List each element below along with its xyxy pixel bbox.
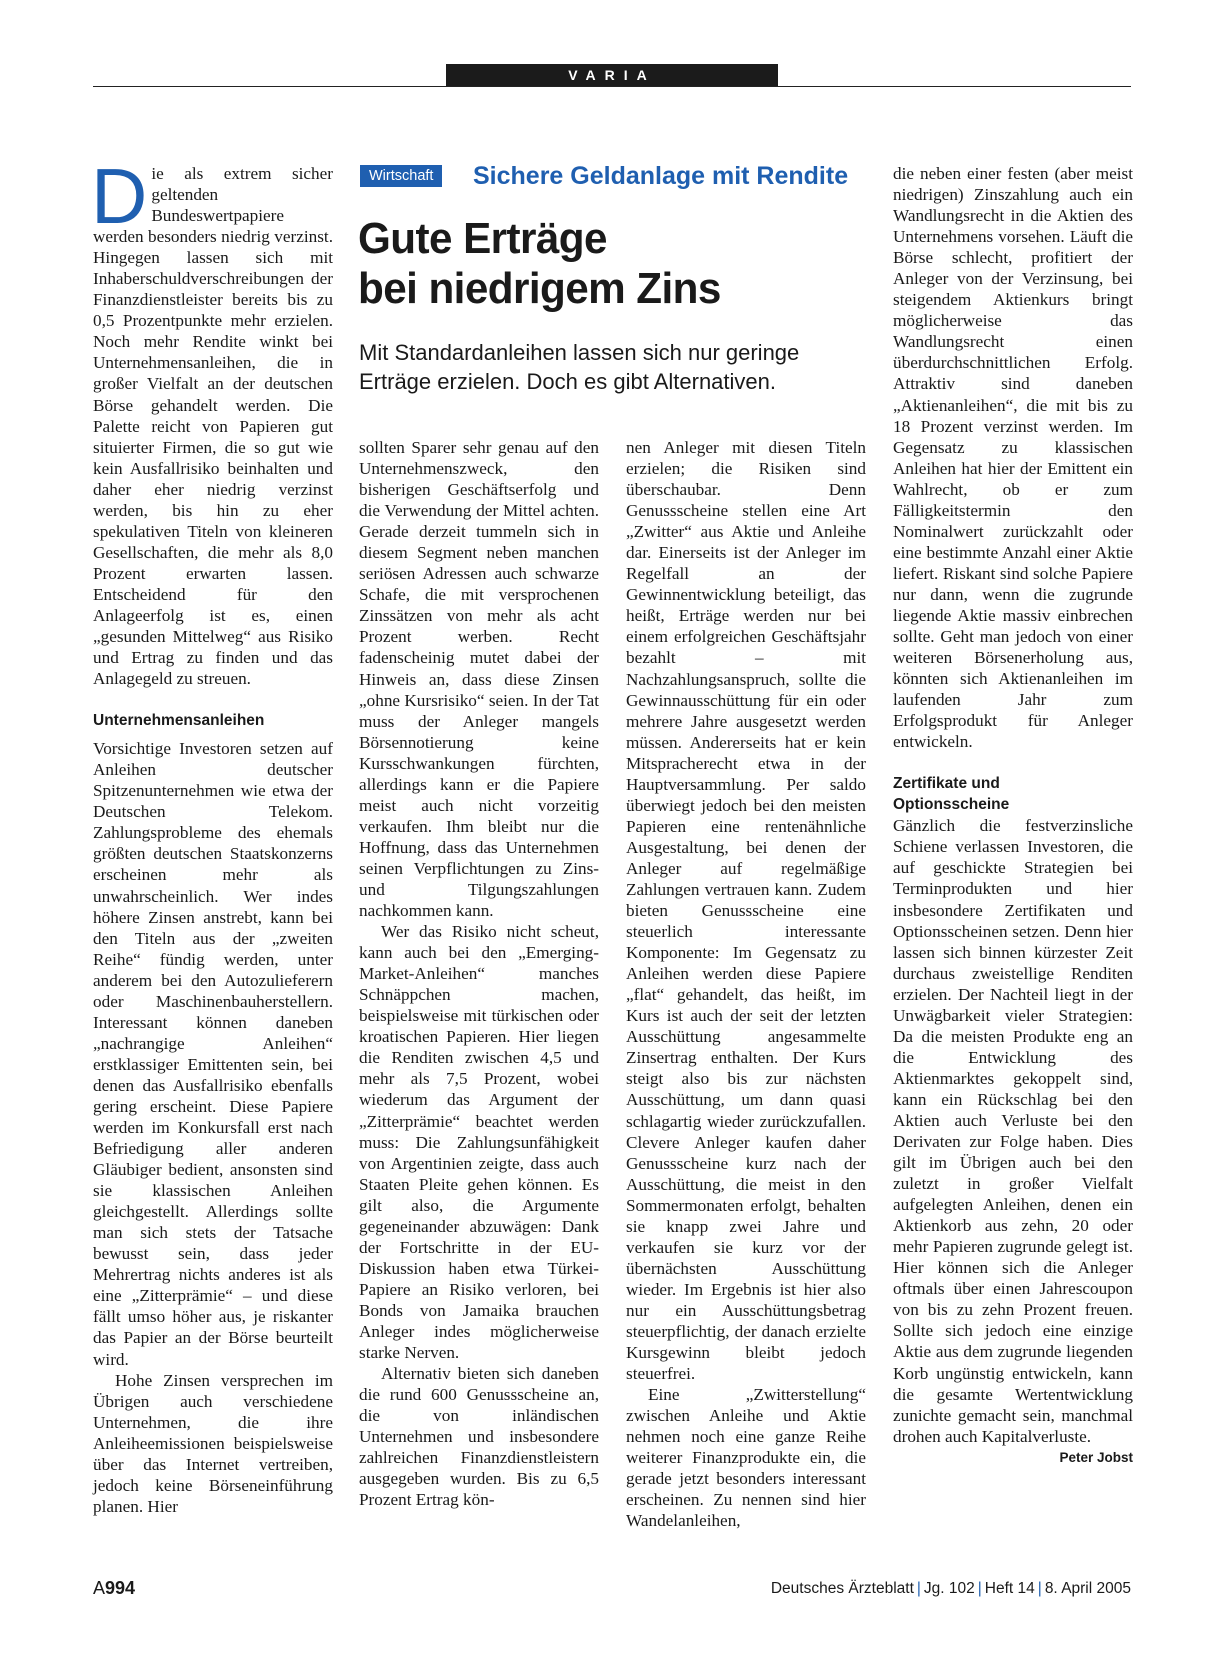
standfirst: Mit Standardanleihen lassen sich nur geringe Erträge erzielen. Doch es gibt Alternativen. <box>359 340 800 394</box>
paragraph: sollten Sparer sehr genau auf den Unternehmenszweck, den bisherigen Geschäftserfolg und die Verwendung der Mittel achten. Gerade derzeit tummeln sich in diesem Segment neben manchen seriösen Adressen auch schwarze Schafe, die mit versprochenen Zinssätzen von mehr als acht Prozent werben. Recht fadenscheinig mutet dabei der Hinweis an, dass diese Zinsen „ohne Kursrisiko“ seien. In der Tat muss der Anleger mangels Börsennotierung keine Kursschwankungen fürchten, allerdings kann er die Papiere meist auch nicht vorzeitig verkaufen. Ihm bleibt nur die Hoffnung, dass das Unternehmen seinen Verpflichtungen zu Zins- und Tilgungszahlungen nachkommen kann. <box>359 438 599 921</box>
paragraph: Hohe Zinsen versprechen im Übrigen auch verschiedene Unternehmen, die ihre Anleiheemissionen beispielsweise über das Internet vertreiben, jedoch keine Börseneinführung planen. Hier <box>93 1370 333 1516</box>
paragraph: die neben einer festen (aber meist niedrigen) Zinszahlung auch ein Wandlungsrecht in die Aktien des Unternehmens vorsehen. Läuft die Börse schlecht, profitiert der Anleger von der Verzinsung, bei steigendem Aktienkurs bringt möglicherweise das Wandlungsrecht einen überdurchschnittlichen Erfolg. Attraktiv sind daneben „Aktienanleihen“, die mit bis zu 18 Prozent verzinst werden. Im Gegensatz zu klassischen Anleihen hat hier der Emittent ein Wahlrecht, ob er zum Fälligkeitstermin den Nominalwert zurückzahlt oder eine bestimmte Anzahl einer Aktie liefert. Riskant sind solche Papiere nur dann, wenn die zugrunde liegende Aktie massiv einbrechen sollte. Geht man jedoch von einer weiteren Börsenerholung aus, könnten sich Aktienanleihen im laufenden Jahr zum Erfolgsprodukt für Anleger entwickeln. <box>893 164 1133 752</box>
section-label: VARIA <box>446 64 778 86</box>
paragraph: Alternativ bieten sich daneben die rund 600 Genussscheine an, die von inländischen Unternehmen und insbesondere zahlreichen Finanzdienstleistern ausgegeben wurden. Bis zu 6,5 Prozent Ertrag kön- <box>359 1364 599 1510</box>
paragraph: Wer das Risiko nicht scheut, kann auch bei den „Emerging-Market-Anleihen“ manches Schnäppchen machen, beispielsweise mit türkischen oder kroatischen Papieren. Hier liegen die Renditen zwischen 4,5 und mehr als 7,5 Prozent, wobei wiederum das Argument der „Zitterprämie“ beachtet werden muss: Die Zahlungsunfähigkeit von Argentinien zeigte, dass auch Staaten Pleite gehen können. Es gilt also, die Argumente gegeneinander abzuwägen: Dank der Fortschritte in der EU-Diskussion haben etwa Türkei-Papiere an Risiko verloren, bei Bonds von Jamaika brauchen Anleger indes möglicherweise starke Nerven. <box>359 922 599 1363</box>
paragraph: Vorsichtige Investoren setzen auf Anleihen deutscher Spitzenunternehmen wie etwa der Deutschen Telekom. Zahlungsprobleme des ehemals größten deutschen Staatskonzerns erscheinen mehr als unwahrscheinlich. Wer indes höhere Zinsen anstrebt, kann bei den Titeln aus der „zweiten Reihe“ fündig werden, unter anderem bei den Autozulieferern oder Maschinenbauherstellern. Interessant können daneben „nachrangige Anleihen“ erstklassiger Emittenten sein, bei denen das Ausfallrisiko ebenfalls gering erscheint. Diese Papiere werden im Konkursfall erst nach Befriedigung aller anderen Gläubiger bedient, ansonsten sind sie klassischen Anleihen gleichgestellt. Allerdings sollte man sich stets der Tatsache bewusst sein, dass jeder Mehrertrag nichts anderes ist als eine „Zitterprämie“ – und diese fällt umso höher aus, je riskanter das Papier an der Börse beurteilt wird. <box>93 739 333 1369</box>
subheading-zertifikate <box>893 773 1133 815</box>
volume: Jg. 102 <box>923 1580 975 1597</box>
intro-paragraph <box>91 152 333 689</box>
intro-text: ie als extrem sicher geltenden Bundeswertpapiere werden besonders niedrig verzinst. Hingegen lassen sich mit Inhaberschuldverschreibungen der Finanzdienstleister bereits bis zu 0,5 Prozentpunkte mehr erzielen. Noch mehr Rendite winkt bei Unternehmensanleihen, die in großer Vielfalt an der deutschen Börse gehandelt werden. Die Palette reicht von Papieren gut situierter Firmen, die so gut wie kein Ausfallrisiko beinhalten und daher eher niedrig verzinst werden, bis hin zu eher spekulativen Titeln von kleineren Gesellschaften, die mehr als 8,0 Prozent erwarten lassen. Entscheidend für den Anlageerfolg ist es, einen „gesunden Mittelweg“ aus Risiko und Ertrag zu finden und das Anlagegeld zu streuen. <box>93 164 333 689</box>
headline <box>358 214 838 314</box>
page-number-value: 994 <box>105 1578 136 1598</box>
category-tag: Wirtschaft <box>360 165 442 187</box>
header-rule <box>93 86 1131 87</box>
column-3 <box>626 437 866 1531</box>
subheading-line-1: Zertifikate und <box>893 775 1000 793</box>
kicker-row <box>360 161 880 193</box>
paragraph-text: Gänzlich die festverzinsliche Schiene verlassen Investoren, die auf geschickte Strategien bei Terminprodukten und hier insbesondere Zertifikaten und Optionsscheinen setzen. Denn hier lassen sich binnen kürzester Zeit durchaus zweistellige Renditen erzielen. Der Nachteil liegt in der Unwägbarkeit vieler Strategien: Da die meisten Produkte eng an die Entwicklung des Aktienmarktes gekoppelt sind, kann ein Rückschlag bei den Aktien auch Verluste bei den Derivaten zur Folge haben. Dies gilt im Übrigen auch bei den zuletzt in großer Vielfalt aufgelegten Anleihen, denen ein Aktienkorb aus zehn, 20 oder mehr Papieren zugrunde gelegt ist. Hier können sich die Anleger oftmals über einen Jahrescoupon von bis zu zehn Prozent freuen. Sollte sich jedoch eine einzige Aktie aus dem zugrunde liegenden Korb ungünstig entwickeln, kann die gesamte Wertentwicklung zunichte gemacht sein, manchmal drohen auch Kapitalverluste. <box>893 816 1133 1446</box>
publication-footer <box>771 1580 1131 1598</box>
paragraph: nen Anleger mit diesen Titeln erzielen; die Risiken sind überschaubar. Denn Genussscheine stellen eine Art „Zwitter“ aus Aktie und Anleihe dar. Einerseits ist der Anleger im Regelfall an der Gewinnentwicklung beteiligt, das heißt, Erträge werden nur bei einem erfolgreichen Geschäftsjahr bezahlt – mit Nachzahlungsanspruch, sollte die Gewinnausschüttung für ein oder mehrere Jahre ausgesetzt werden müssen. Andererseits hat er kein Mitspracherecht etwa in der Hauptversammlung. Per saldo überwiegt jedoch bei den meisten Papieren eine rentenähnliche Ausgestaltung, bei denen der Anleger auf regelmäßige Zahlungen vertrauen kann. Zudem bieten Genussscheine eine steuerlich interessante Komponente: Im Gegensatz zu Anleihen werden diese Papiere „flat“ gehandelt, das heißt, im Kurs ist auch der seit der letzten Ausschüttung angesammelte Zinsertrag enthalten. Der Kurs steigt also bis zur nächsten Ausschüttung, um dann quasi schlagartig wieder zurückzufallen. Clevere Anleger kaufen daher Genussscheine kurz nach der Ausschüttung, die meist in den Sommermonaten erfolgt, behalten sie knapp zwei Jahre und verkaufen sie kurz vor der übernächsten Ausschüttung wieder. Im Ergebnis ist hier also nur ein Ausschüttungsbetrag steuerpflichtig, der danach erzielte Kursgewinn bleibt jedoch steuerfrei. <box>626 438 866 1384</box>
headline-line-2: bei niedrigem Zins <box>358 264 721 313</box>
publication-name: Deutsches Ärzteblatt <box>770 1580 914 1597</box>
headline-line-1: Gute Erträge <box>358 214 607 263</box>
column-2 <box>359 437 599 1510</box>
page-number <box>93 1578 135 1599</box>
issue: Heft 14 <box>984 1580 1035 1597</box>
paragraph <box>893 815 1133 1465</box>
separator: | <box>1037 1580 1042 1597</box>
author-byline: Peter Jobst <box>1059 1449 1133 1465</box>
drop-cap: D <box>91 152 148 240</box>
subheading-line-2: Optionsscheine <box>893 796 1010 814</box>
paragraph: Eine „Zwitterstellung“ zwischen Anleihe und Aktie nehmen noch eine ganze Reihe weiterer Finanzprodukte ein, die gerade jetzt besonders interessant erscheinen. Zu nennen sind hier Wandelanleihen, <box>626 1385 866 1531</box>
issue-date: 8. April 2005 <box>1044 1580 1131 1597</box>
separator: | <box>916 1580 921 1597</box>
kicker-title: Sichere Geldanlage mit Rendite <box>473 162 849 190</box>
subheading-unternehmensanleihen: Unternehmensanleihen <box>93 712 265 730</box>
column-1 <box>91 152 333 1517</box>
column-4 <box>893 163 1133 1468</box>
separator: | <box>977 1580 982 1597</box>
page-prefix: A <box>93 1578 106 1598</box>
